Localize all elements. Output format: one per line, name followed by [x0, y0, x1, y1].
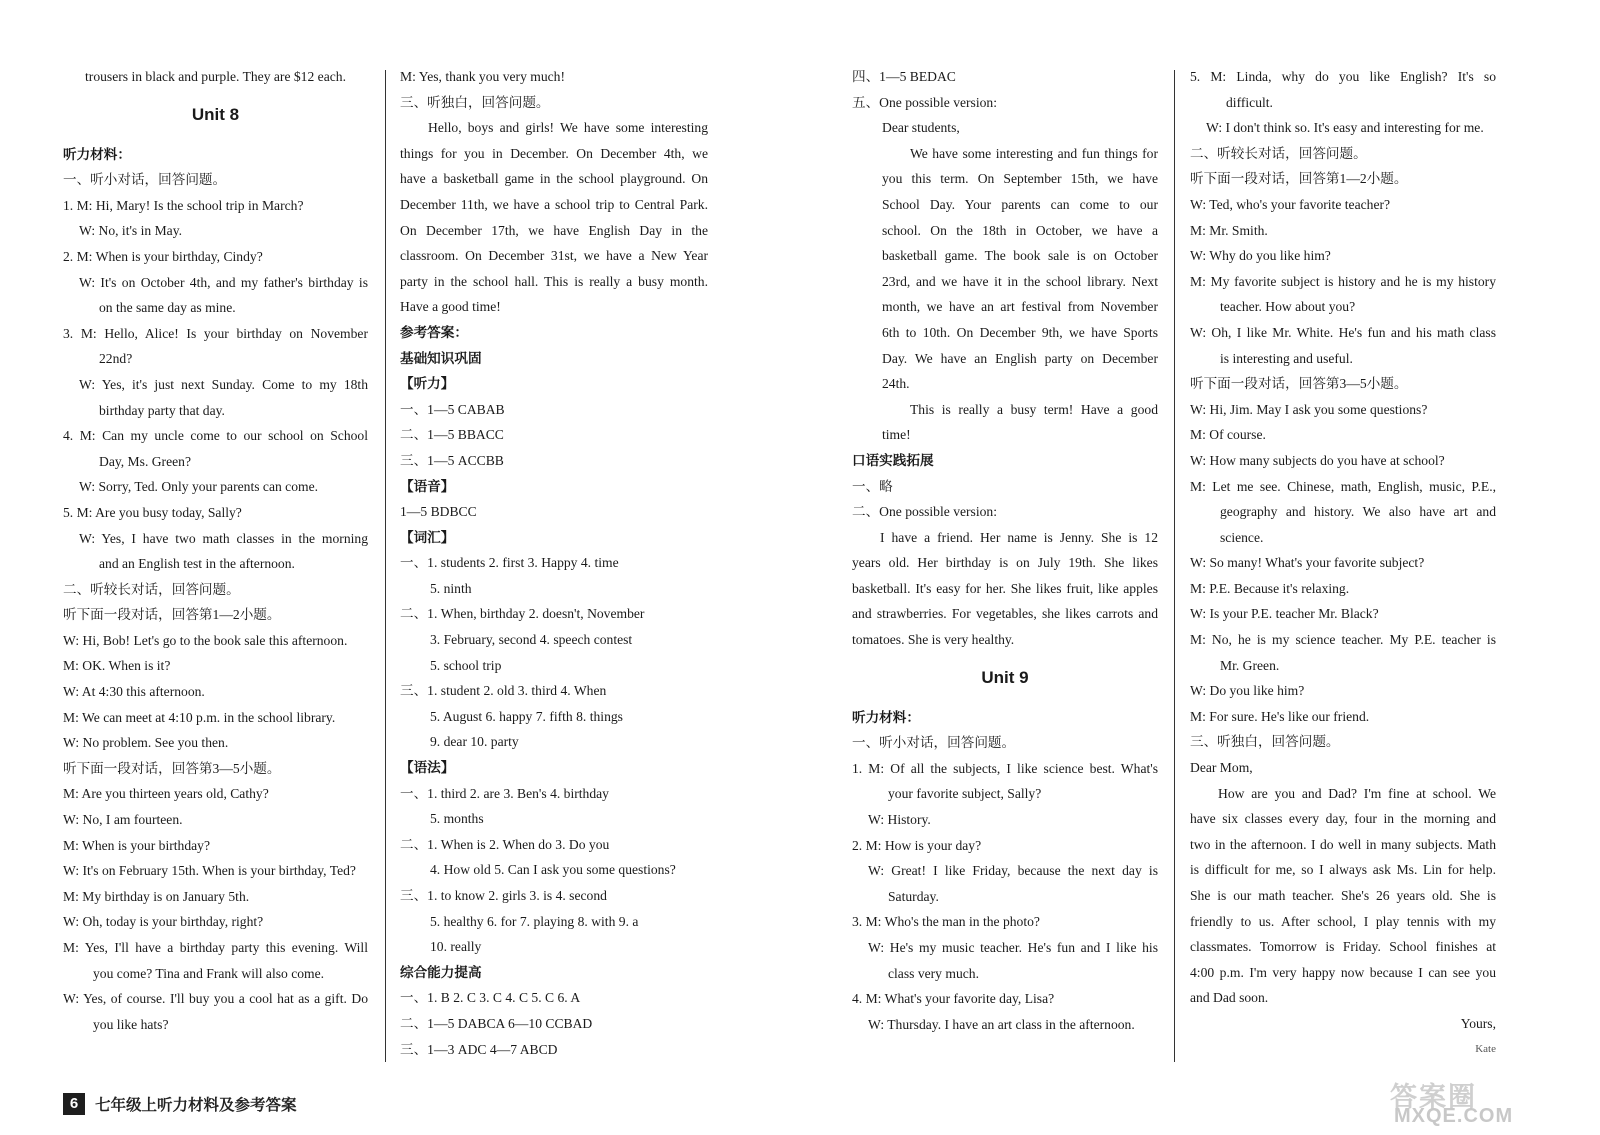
text-line: classmates. Tomorrow is Friday. School finishes at [1190, 939, 1496, 955]
text-line: is difficult for me, so I always ask Ms. Lin for help. [1190, 862, 1496, 878]
section-label: 【语法】 [400, 760, 455, 776]
text-line: 二、听较长对话，回答问题。 [1190, 145, 1367, 161]
text-line: M: Are you thirteen years old, Cathy? [63, 786, 269, 802]
text-line: have a basketball game in the school playground. On [400, 171, 708, 187]
text-line: W: Oh, I like Mr. White. He's fun and his math class [1190, 324, 1496, 340]
text-line: W: History. [868, 812, 931, 828]
text-line: 五、One possible version: [852, 94, 997, 110]
text-line: 4. M: What's your favorite day, Lisa? [852, 991, 1055, 1007]
section-label: 【词汇】 [400, 529, 455, 545]
text-line: W: Is your P.E. teacher Mr. Black? [1190, 606, 1379, 622]
text-line: W: Thursday. I have an art class in the afternoon. [868, 1016, 1135, 1032]
text-line: 6th to 10th. On December 9th, we have Sports [882, 324, 1158, 340]
text-line: W: How many subjects do you have at school? [1190, 452, 1445, 468]
text-line: M: No, he is my science teacher. My P.E. teacher is [1190, 632, 1496, 648]
text-line: Yours, [1460, 1015, 1496, 1031]
text-line: 1. M: Of all the subjects, I like science best. What's [852, 760, 1158, 776]
text-line: W: No problem. See you then. [63, 735, 229, 751]
text-line: W: Why do you like him? [1190, 248, 1331, 264]
text-line: teacher. How about you? [1220, 299, 1356, 315]
text-line: W: I don't think so. It's easy and interesting for me. [1206, 120, 1484, 136]
section-label: 参考答案： [400, 324, 468, 340]
section-label: 听力材料： [63, 146, 131, 162]
text-line: W: It's on October 4th, and my father's birthday is [79, 274, 368, 290]
text-line: W: Yes, I have two math classes in the morning [79, 530, 368, 546]
column-divider-1 [385, 70, 386, 1062]
text-line: W: Sorry, Ted. Only your parents can come. [79, 479, 319, 495]
text-line: W: No, it's in May. [79, 223, 183, 239]
text-line: W: At 4:30 this afternoon. [63, 684, 205, 700]
text-line: W: Do you like him? [1190, 683, 1305, 699]
text-line: On December 17th, we have English Day in the [400, 222, 708, 238]
text-line: M: We can meet at 4:10 p.m. in the school library. [63, 709, 336, 725]
text-line: 一、1. B 2. C 3. C 4. C 5. C 6. A [400, 990, 581, 1006]
text-line: W: Yes, of course. I'll buy you a cool hat as a gift. Do [63, 991, 368, 1007]
text-line: 4. M: Can my uncle come to our school on School [63, 428, 368, 444]
text-line: 一、听小对话，回答问题。 [852, 735, 1016, 751]
text-line: We have some interesting and fun things for [910, 145, 1158, 161]
text-line: basketball. It's easy for her. She likes fruit, like apples [852, 580, 1158, 596]
text-line: Have a good time! [400, 299, 501, 315]
text-line: 听下面一段对话，回答第1—2小题。 [1190, 171, 1408, 187]
text-line: you this term. On September 15th, we have [882, 171, 1158, 187]
watermark-url: MXQE.COM [1394, 1105, 1514, 1127]
text-line: Dear Mom, [1190, 760, 1253, 776]
text-line: 10. really [430, 939, 482, 955]
text-line: Day, Ms. Green? [99, 453, 191, 469]
section-label: 【语音】 [400, 478, 455, 494]
text-line: M: My birthday is on January 5th. [63, 888, 250, 904]
text-line: party in the school hall. This is really a busy month. [400, 273, 708, 289]
text-line: 5. healthy 6. for 7. playing 8. with 9. a [430, 913, 639, 929]
text-line: 2. M: When is your birthday, Cindy? [63, 248, 263, 264]
text-line: time! [882, 427, 911, 443]
text-line: 二、1. When is 2. When do 3. Do you [400, 836, 610, 852]
text-line: classroom. On December 31st, we have a New Year [400, 248, 708, 264]
text-line: basketball game. The book sale is on October [882, 248, 1158, 264]
text-line: 5. school trip [430, 657, 502, 673]
text-line: 23rd, and we have it in the school library. Next [882, 273, 1158, 289]
text-line: W: Yes, it's just next Sunday. Come to my 18th [79, 376, 368, 392]
text-line: you like hats? [93, 1016, 169, 1032]
page-footer [63, 1092, 297, 1116]
text-line: 24th. [882, 376, 910, 392]
text-line: M: For sure. He's like our friend. [1190, 708, 1370, 724]
text-line: W: Ted, who's your favorite teacher? [1190, 196, 1391, 212]
text-line: two in the afternoon. I do well in many subjects. Math [1190, 836, 1496, 852]
text-line: 听下面一段对话，回答第3—5小题。 [63, 760, 281, 776]
text-line: years old. Her birthday is on July 19th. She likes [852, 555, 1158, 571]
text-line: 9. dear 10. party [430, 734, 519, 750]
text-line: 5. M: Are you busy today, Sally? [63, 504, 242, 520]
text-line: 一、略 [852, 478, 893, 494]
text-line: 5. ninth [430, 580, 472, 596]
text-line: things for you in December. On December 4th, we [400, 145, 708, 161]
text-line: 一、1—5 CABAB [400, 401, 505, 417]
text-line: 1. M: Hi, Mary! Is the school trip in March? [63, 197, 304, 213]
watermark-logo [1390, 1075, 1575, 1127]
text-line: you come? Tina and Frank will also come. [93, 965, 325, 981]
page-number: 6 [63, 1093, 85, 1115]
text-line: 三、1—3 ADC 4—7 ABCD [400, 1041, 558, 1057]
text-line: 三、1—5 ACCBB [400, 452, 504, 468]
section-label: 听力材料： [852, 709, 920, 725]
text-line: tomatoes. She is very healthy. [852, 632, 1015, 648]
column-1 [63, 64, 368, 1037]
text-line: M: P.E. Because it's relaxing. [1190, 580, 1350, 596]
text-line: 三、听独白，回答问题。 [1190, 734, 1340, 750]
text-line: 一、1. third 2. are 3. Ben's 4. birthday [400, 785, 609, 801]
text-line: 4. How old 5. Can I ask you some questions? [430, 862, 676, 878]
text-line: your favorite subject, Sally? [888, 786, 1042, 802]
text-line: on the same day as mine. [99, 300, 236, 316]
text-line: 听下面一段对话，回答第1—2小题。 [63, 607, 281, 623]
text-line: Mr. Green. [1220, 657, 1280, 673]
text-line: birthday party that day. [99, 402, 225, 418]
text-line: M: My favorite subject is history and he is my history [1190, 273, 1496, 289]
section-label: 基础知识巩固 [400, 350, 482, 366]
text-line: and Dad soon. [1190, 990, 1269, 1006]
text-line: have six classes every day, four in the morning and [1190, 811, 1496, 827]
text-line: She is our math teacher. She's 26 years old. She is [1190, 888, 1496, 903]
column-divider-2 [1174, 70, 1175, 1062]
text-line: 3. M: Who's the man in the photo? [852, 914, 1040, 930]
text-line: 三、1. student 2. old 3. third 4. When [400, 683, 607, 699]
text-line: class very much. [888, 965, 979, 981]
text-line: friendly to us. After school, I play tennis with my [1190, 913, 1496, 929]
text-line: difficult. [1226, 94, 1273, 110]
text-line: W: Hi, Bob! Let's go to the book sale this afternoon. [63, 632, 348, 648]
text-line: M: Let me see. Chinese, math, English, music, P.E., [1190, 478, 1496, 494]
text-line: W: So many! What's your favorite subject? [1190, 555, 1425, 571]
text-line: I have a friend. Her name is Jenny. She is 12 [880, 529, 1158, 545]
text-line: M: Of course. [1190, 427, 1266, 443]
text-line: trousers in black and purple. They are $12 each. [85, 69, 346, 84]
text-line: 二、听较长对话，回答问题。 [63, 581, 240, 597]
section-label: 【听力】 [400, 376, 455, 392]
text-line: 二、1. When, birthday 2. doesn't, November [400, 606, 645, 622]
text-line: Hello, boys and girls! We have some interesting [428, 120, 708, 136]
text-line: school. On the 18th in October, we have a [882, 222, 1158, 238]
column-4 [1190, 64, 1496, 1062]
text-line: Kate [1475, 1042, 1496, 1055]
unit-heading: Unit 8 [191, 104, 240, 124]
text-line: W: No, I am fourteen. [63, 812, 183, 828]
text-line: This is really a busy term! Have a good [910, 401, 1158, 417]
text-line: Dear students, [882, 120, 960, 136]
text-line: and an English test in the afternoon. [99, 556, 295, 572]
column-2 [400, 64, 708, 1062]
footer-title: 七年级上听力材料及参考答案 [95, 1097, 297, 1114]
text-line: 2. M: How is your day? [852, 837, 982, 853]
section-label: 综合能力提高 [400, 964, 482, 980]
text-line: 二、1—5 BBACC [400, 427, 504, 443]
text-line: M: When is your birthday? [63, 837, 210, 853]
text-line: science. [1220, 529, 1264, 545]
text-line: W: He's my music teacher. He's fun and I like his [868, 940, 1158, 955]
text-line: W: Hi, Jim. May I ask you some questions? [1190, 401, 1428, 417]
text-line: 四、1—5 BEDAC [852, 69, 956, 84]
text-line: December 11th, we have a school trip to Central Park. [400, 196, 708, 212]
text-line: School Day. Your parents can come to our [882, 196, 1158, 212]
text-line: M: Yes, thank you very much! [400, 69, 566, 84]
text-line: W: It's on February 15th. When is your birthday, Ted? [63, 863, 356, 879]
text-line: M: OK. When is it? [63, 658, 171, 674]
text-line: M: Mr. Smith. [1190, 222, 1268, 238]
text-line: and strawberries. For vegetables, she likes carrots and [852, 606, 1158, 622]
text-line: Saturday. [888, 888, 939, 904]
text-line: 一、1. students 2. first 3. Happy 4. time [400, 555, 619, 571]
text-line: 三、1. to know 2. girls 3. is 4. second [400, 888, 607, 903]
text-line: is interesting and useful. [1220, 350, 1353, 366]
unit-heading: Unit 9 [981, 667, 1029, 687]
text-line: 5. M: Linda, why do you like English? It's so [1190, 69, 1496, 84]
watermark-text: 答案圈 [1390, 1082, 1477, 1113]
text-line: 4:00 p.m. I'm very happy now because I can see you [1190, 964, 1496, 980]
text-line: W: Great! I like Friday, because the next day is [868, 863, 1158, 879]
text-line: 5. August 6. happy 7. fifth 8. things [430, 708, 623, 724]
text-line: 3. M: Hello, Alice! Is your birthday on November [63, 325, 368, 341]
text-line: M: Yes, I'll have a birthday party this evening. Will [63, 940, 368, 955]
text-line: 1—5 BDBCC [400, 504, 477, 520]
text-line: 二、1—5 DABCA 6—10 CCBAD [400, 1015, 593, 1031]
text-line: 听下面一段对话，回答第3—5小题。 [1190, 376, 1408, 392]
section-label: 口语实践拓展 [852, 452, 934, 468]
text-line: month, we have an art festival from November [882, 299, 1158, 315]
text-line: Day. We have an English party on December [882, 350, 1158, 366]
text-line: How are you and Dad? I'm fine at school. We [1218, 785, 1496, 801]
text-line: 三、听独白，回答问题。 [400, 94, 550, 110]
text-line: 二、One possible version: [852, 504, 997, 520]
text-line: 一、听小对话，回答问题。 [63, 172, 227, 188]
text-line: W: Oh, today is your birthday, right? [63, 914, 264, 930]
text-line: 5. months [430, 811, 484, 827]
text-line: geography and history. We also have art and [1220, 504, 1496, 520]
text-line: 3. February, second 4. speech contest [430, 632, 633, 648]
text-line: 22nd? [99, 351, 133, 367]
column-3 [852, 64, 1158, 1037]
